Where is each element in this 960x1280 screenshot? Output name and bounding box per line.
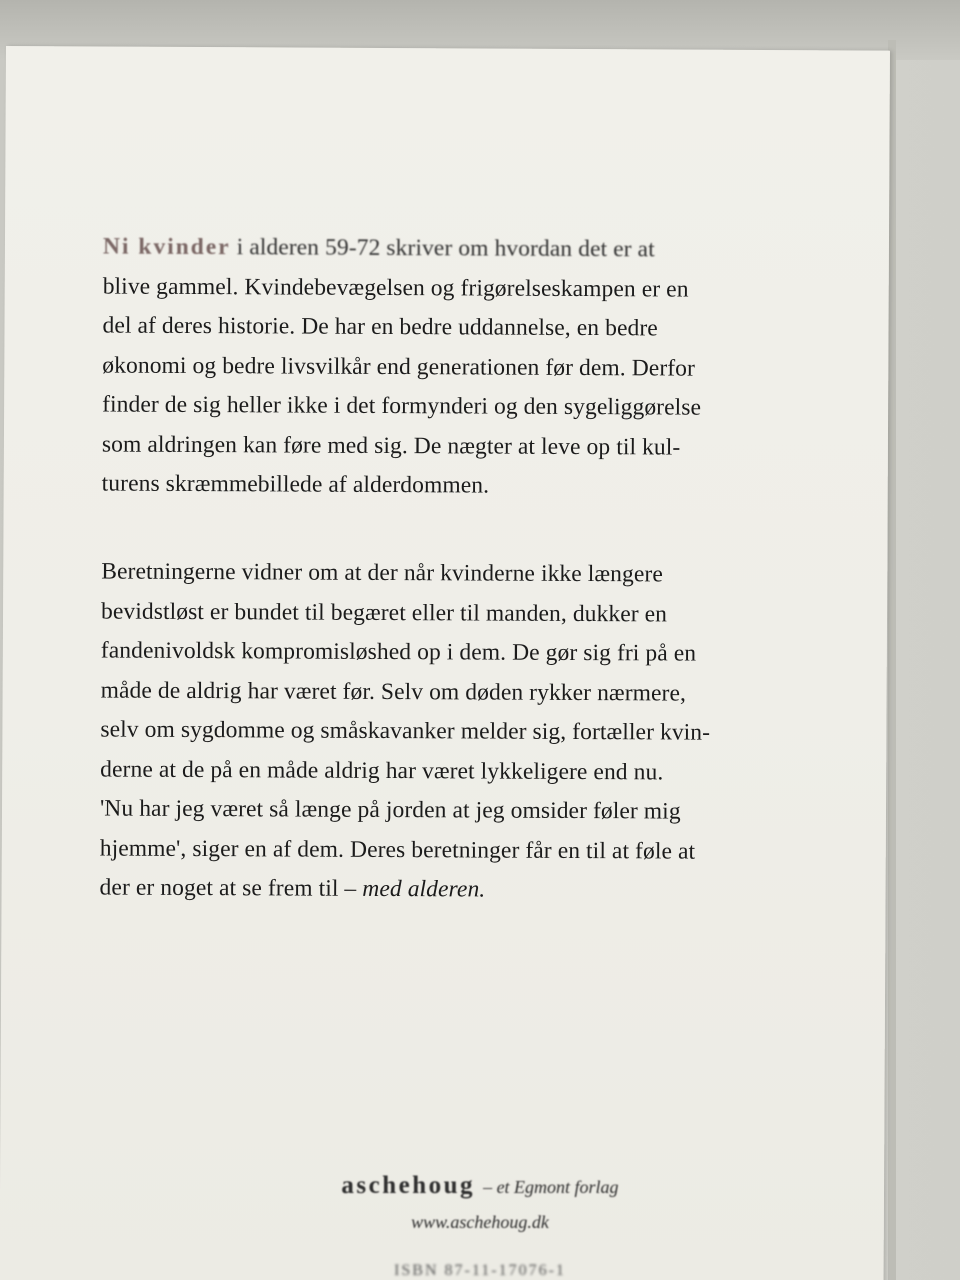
blurb-closing-italic: med alderen. — [362, 875, 486, 903]
publisher-subtitle: – et Egmont forlag — [483, 1177, 619, 1197]
blurb-line — [103, 228, 803, 271]
blurb-paragraph-2 — [99, 553, 801, 912]
blurb-line: som aldringen kan føre med sig. De nægter at leve op til kul- — [101, 431, 681, 461]
publisher-website: www.aschehoug.dk — [411, 1212, 549, 1232]
blurb-line: måde de aldrig har været før. Selv om døden rykker nærmere, — [100, 677, 687, 707]
blurb-paragraph-1 — [102, 228, 803, 508]
book-back-cover — [0, 46, 890, 1280]
blurb-line: økonomi og bedre livsvilkår end generationen før dem. Derfor — [102, 352, 696, 382]
publisher-imprint — [180, 1172, 780, 1200]
blurb-line: hjemme', siger en af dem. Deres beretninger får en til at føle at — [99, 835, 696, 865]
blurb-line — [99, 869, 799, 912]
blurb-line: selv om sygdomme og småskavanker melder sig, fortæller kvin- — [100, 716, 711, 746]
blurb-line: blive gammel. Kvindebevægelsen og frigørelseskampen er en — [102, 273, 689, 303]
blurb-line: derne at de på en måde aldrig har været lykkeligere end nu. — [100, 756, 664, 785]
blurb-line: 'Nu har jeg været så længe på jorden at jeg omsider føler mig — [99, 795, 681, 825]
blurb-line: Beretningerne vidner om at der når kvinderne ikke længere — [101, 558, 663, 588]
blurb-line: fandenivoldsk kompromisløshed op i dem. De gør sig fri på en — [100, 637, 697, 667]
blurb-line: turens skræmmebillede af alderdommen. — [101, 470, 490, 499]
blurb-line: finder de sig heller ikke i det formynderi og den sygeliggørelse — [102, 391, 702, 421]
page-edge — [888, 40, 896, 1280]
isbn-number: ISBN 87-11-17076-1 — [394, 1262, 566, 1279]
blurb-line-text: i alderen 59-72 skriver om hvordan det er at — [230, 234, 655, 263]
blurb-line: bevidstløst er bundet til begæret eller til manden, dukker en — [100, 598, 668, 627]
blurb-heading: Ni kvinder — [102, 233, 231, 261]
blurb-line: del af deres historie. De har en bedre uddannelse, en bedre — [102, 312, 658, 342]
publisher-name: aschehoug — [341, 1172, 476, 1199]
blurb-line-text: der er noget at se frem til – — [99, 874, 363, 902]
